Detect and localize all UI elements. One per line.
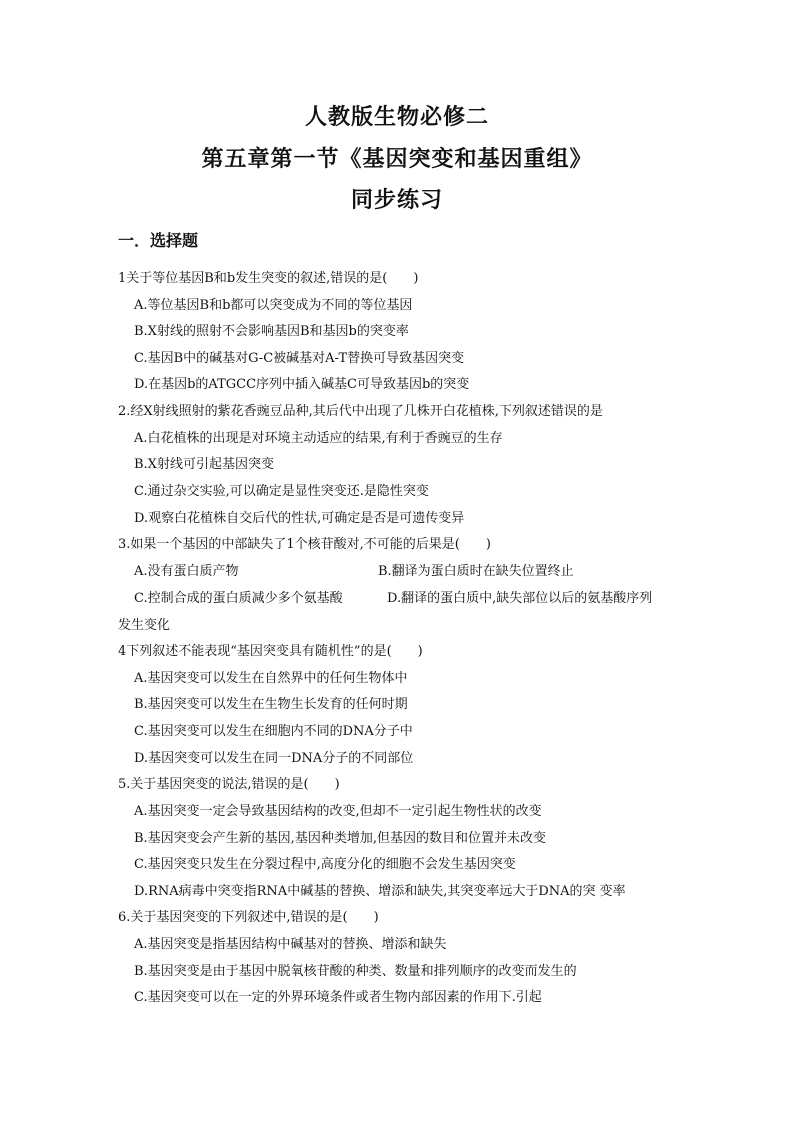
q5-option-c: C.基因突变只发生在分裂过程中,高度分化的细胞不会发生基因突变: [134, 857, 516, 872]
q3-option-a: A.没有蛋白质产物: [134, 564, 239, 579]
q2-option-a: A.白花植株的出现是对环境主动适应的结果,有利于香豌豆的生存: [134, 431, 503, 446]
q1-option-c: C.基因B中的碱基对G-C被碱基对A-T替换可导致基因突变: [134, 351, 465, 366]
q2-option-b: B.X射线可引起基因突变: [134, 457, 274, 472]
q1-option-b: B.X射线的照射不会影响基因B和基因b的突变率: [134, 324, 409, 339]
section-heading: 一．选择题: [118, 231, 199, 250]
q1-option-d: D.在基因b的ATGCC序列中插入碱基C可导致基因b的突变: [134, 377, 470, 392]
q2-stem: 2.经X射线照射的紫花香豌豆品种,其后代中出现了几株开白花植株,下列叙述错误的是: [118, 404, 603, 419]
q1-stem: 1关于等位基因B和b发生突变的叙述,错误的是( ): [118, 271, 419, 286]
q4-option-a: A.基因突变可以发生在自然界中的任何生物体中: [134, 671, 408, 686]
q3-option-c: C.控制合成的蛋白质减少多个氨基酸: [134, 591, 343, 606]
title-line-3: 同步练习: [350, 187, 443, 213]
title-line-2: 第五章第一节《基因突变和基因重组》: [201, 146, 593, 172]
q6-stem: 6.关于基因突变的下列叙述中,错误的是( ): [118, 910, 379, 925]
q4-stem: 4下列叙述不能表现“基因突变具有随机性”的是( ): [118, 644, 423, 659]
q2-option-d: D.观察白花植株自交后代的性状,可确定是否是可遗传变异: [134, 511, 465, 526]
q6-option-a: A.基因突变是指基因结构中碱基对的替换、增添和缺失: [134, 937, 447, 952]
q4-option-d: D.基因突变可以发生在同一DNA分子的不同部位: [134, 751, 414, 766]
q5-option-d: D.RNA病毒中突变指RNA中碱基的替换、增添和缺失,其突变率远大于DNA的突 变率: [134, 884, 626, 899]
q4-option-b: B.基因突变可以发生在生物生长发育的任何时期: [134, 697, 408, 712]
q1-option-a: A.等位基因B和b都可以突变成为不同的等位基因: [134, 298, 413, 313]
q3-option-b: B.翻译为蛋白质时在缺失位置终止: [378, 564, 574, 579]
q6-option-c: C.基因突变可以在一定的外界环境条件或者生物内部因素的作用下.引起: [134, 990, 542, 1005]
q3-option-d: D.翻译的蛋白质中,缺失部位以后的氨基酸序列: [387, 591, 653, 606]
q5-stem: 5.关于基因突变的说法,错误的是( ): [118, 777, 340, 792]
q5-option-a: A.基因突变一定会导致基因结构的改变,但却不一定引起生物性状的改变: [134, 804, 542, 819]
q2-option-c: C.通过杂交实验,可以确定是显性突变还.是隐性突变: [134, 484, 429, 499]
title-line-1: 人教版生物必修二: [304, 104, 489, 130]
q4-option-c: C.基因突变可以发生在细胞内不同的DNA分子中: [134, 724, 413, 739]
q6-option-b: B.基因突变是由于基因中脱氧核苷酸的种类、数量和排列顺序的改变而发生的: [134, 964, 577, 979]
q5-option-b: B.基因突变会产生新的基因,基因种类增加,但基因的数目和位置并未改变: [134, 831, 546, 846]
q3-option-d-continued: 发生变化: [118, 618, 171, 633]
q3-stem: 3.如果一个基因的中部缺失了1个核苷酸对,不可能的后果是( ): [118, 537, 491, 552]
